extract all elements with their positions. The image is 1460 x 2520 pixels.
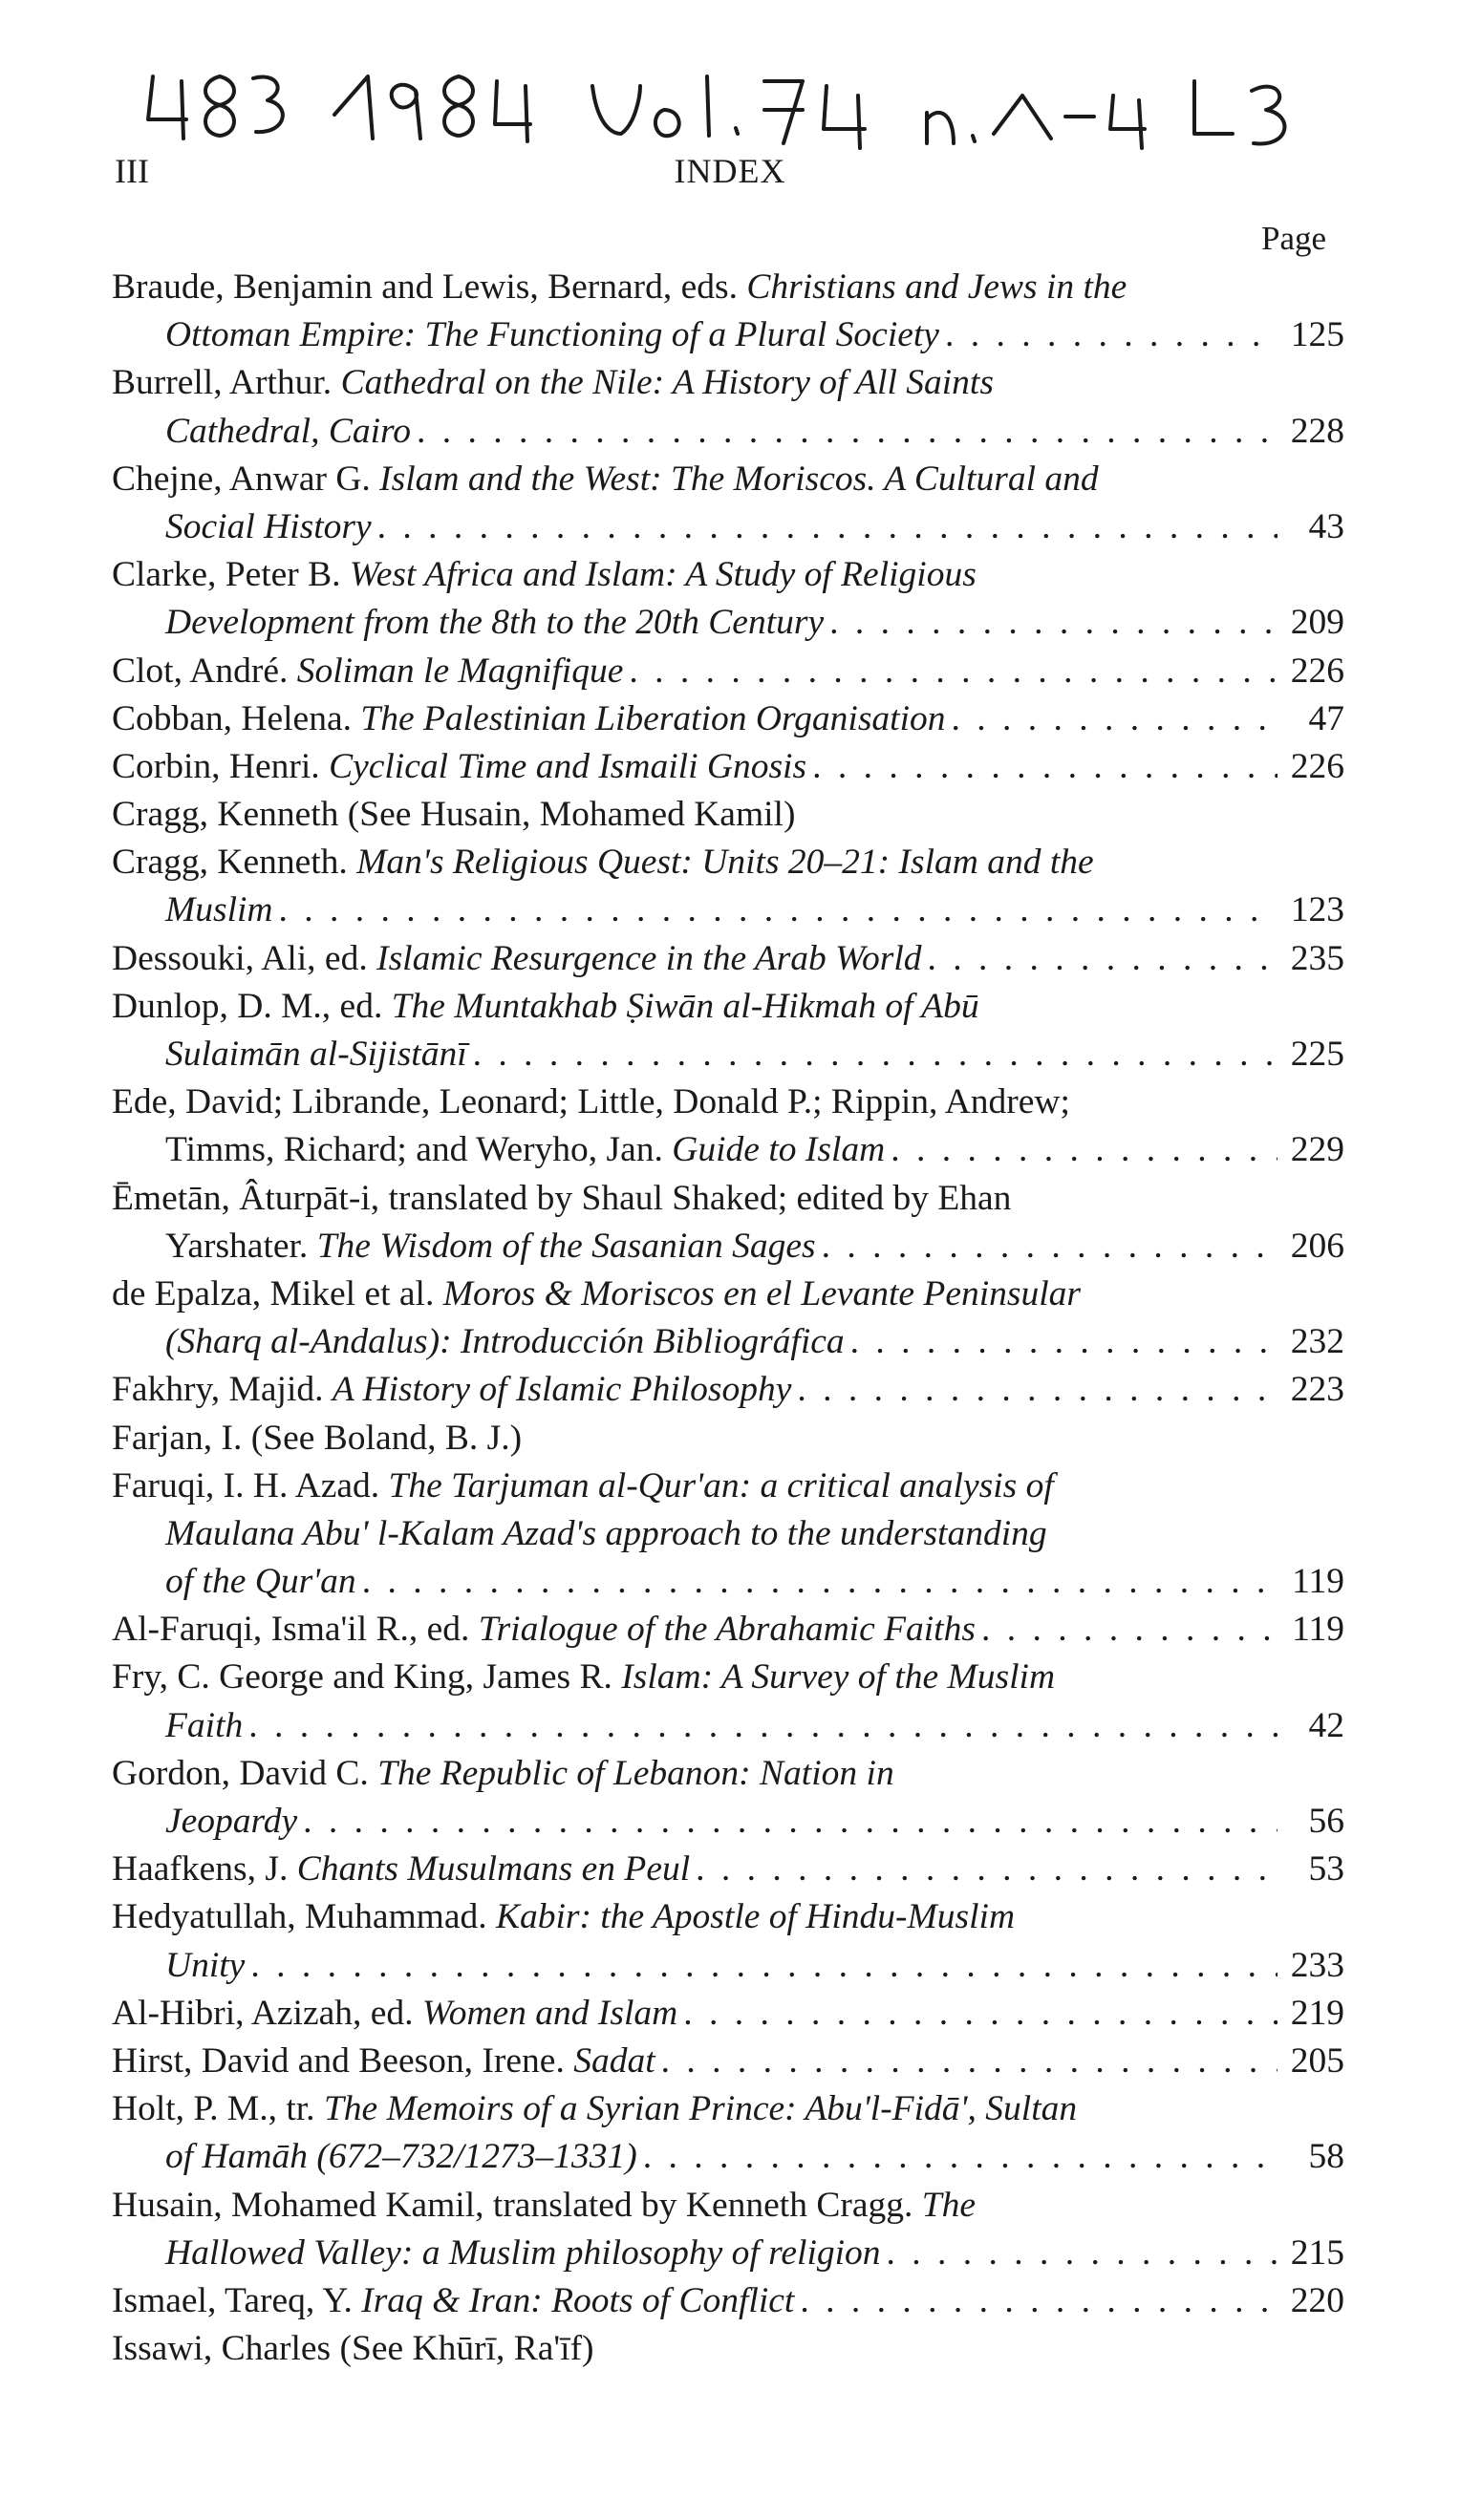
index-entry-line [112, 1366, 1344, 1414]
entry-author: Dessouki, Ali, ed. [112, 938, 377, 978]
entry-text [112, 264, 1127, 311]
entry-text [112, 2277, 794, 2325]
index-entry [112, 1654, 1344, 1749]
entry-page-number: 119 [1292, 1562, 1344, 1602]
index-entry [112, 264, 1344, 359]
index-entry-line [112, 2038, 1344, 2085]
entry-author: Braude, Benjamin and Lewis, Bernard, eds. [112, 267, 747, 307]
entry-text [112, 1990, 677, 2038]
entry-text [112, 1750, 894, 1798]
entry-title: The Tarjuman al-Qur'an: a critical analysis of [388, 1465, 1054, 1506]
index-entry-line [112, 1463, 1344, 1510]
index-entry-line [112, 311, 1344, 359]
index-entry [112, 2325, 1344, 2373]
entry-title: of Hamāh (672–732/1273–1331) [165, 2137, 637, 2177]
entry-text [112, 695, 946, 743]
entry-page-number: 42 [1308, 1705, 1344, 1745]
leader-dots [696, 1846, 1278, 1893]
entry-page-number: 205 [1290, 2040, 1344, 2081]
entry-title: Sulaimān al-Sijistānī [165, 1035, 467, 1074]
entry-author: Burrell, Arthur. [112, 363, 341, 403]
index-entry-line [112, 264, 1344, 311]
entry-text [112, 1893, 1015, 1941]
entry-page-number: 219 [1290, 1993, 1344, 2033]
entry-page-number: 232 [1290, 1322, 1344, 1362]
entry-author: Faruqi, I. H. Azad. [112, 1465, 389, 1506]
entry-author: Al-Faruqi, Isma'il R., ed. [112, 1610, 479, 1650]
page-column-label: Page [1261, 220, 1327, 257]
entry-text [165, 2133, 637, 2181]
leader-dots [800, 2277, 1278, 2325]
leader-dots [279, 886, 1278, 934]
entry-text [112, 359, 994, 407]
entry-author: Cragg, Kenneth (See Husain, Mohamed Kamil) [112, 795, 796, 835]
leader-dots [248, 1702, 1278, 1750]
index-entry-line [112, 839, 1344, 886]
entry-text [165, 408, 411, 456]
entry-page-number: 58 [1308, 2137, 1344, 2177]
index-entry-line [112, 1318, 1344, 1366]
index-entry-line [112, 1031, 1344, 1078]
entry-text [165, 503, 372, 551]
entry-text [112, 743, 806, 791]
entry-title: The Republic of Lebanon: Nation in [377, 1753, 894, 1793]
entry-author: Issawi, Charles (See Khūrī, Ra'īf) [112, 2329, 594, 2369]
section-number: III [115, 152, 149, 190]
leader-dots [661, 2038, 1278, 2085]
leader-dots [417, 408, 1278, 456]
entry-text [165, 886, 273, 934]
leader-dots [952, 695, 1278, 743]
entry-title: Cathedral on the Nile: A History of All Saints [340, 363, 994, 403]
entry-page-number: 215 [1290, 2232, 1344, 2273]
entry-page-number: 220 [1290, 2280, 1344, 2320]
index-entry-line [112, 1893, 1344, 1941]
entry-author: Timms, Richard; and Weryho, Jan. [165, 1130, 673, 1170]
index-entry-line [112, 1798, 1344, 1846]
entry-title: The Palestinian Liberation Organisation [360, 698, 946, 738]
index-entry [112, 839, 1344, 934]
entry-text [112, 839, 1094, 886]
leader-dots [822, 1223, 1278, 1271]
entry-title: West Africa and Islam: A Study of Religious [349, 555, 977, 595]
entry-title: (Sharq al-Andalus): Introducción Bibliográfica [165, 1322, 845, 1362]
entry-text [112, 1846, 690, 1893]
entry-text [112, 1271, 1081, 1318]
entry-title: Trialogue of the Abrahamic Faiths [478, 1610, 976, 1650]
index-entry-line [112, 1654, 1344, 1701]
entry-title: The [921, 2185, 976, 2225]
index-entry [112, 648, 1344, 695]
entry-author: Ismael, Tareq, Y. [112, 2280, 362, 2320]
leader-dots [812, 743, 1278, 791]
entry-title: Cathedral, Cairo [165, 411, 411, 451]
index-entry-line [112, 408, 1344, 456]
entry-title: Christians and Jews in the [746, 267, 1127, 307]
leader-dots [797, 1366, 1278, 1414]
index-entry-line [112, 648, 1344, 695]
entry-title: Hallowed Valley: a Muslim philosophy of religion [165, 2232, 881, 2273]
leader-dots [829, 599, 1278, 647]
index-entry-line [112, 359, 1344, 407]
entry-page-number: 47 [1308, 698, 1344, 738]
index-entry-line [112, 1510, 1344, 1558]
entry-author: de Epalza, Mikel et al. [112, 1273, 443, 1313]
entry-text [112, 1463, 1054, 1510]
entry-author: Yarshater. [165, 1226, 317, 1266]
entry-title: Ottoman Empire: The Functioning of a Plural Society [165, 315, 939, 355]
entry-page-number: 233 [1290, 1945, 1344, 1985]
index-entry [112, 1463, 1344, 1607]
leader-dots [643, 2133, 1278, 2181]
entry-page-number: 225 [1290, 1035, 1344, 1074]
index-entry [112, 695, 1344, 743]
entry-text [112, 648, 623, 695]
index-entry [112, 791, 1344, 839]
entry-text [165, 1558, 356, 1606]
index-entry [112, 2182, 1344, 2277]
entry-author: Dunlop, D. M., ed. [112, 986, 392, 1026]
entry-text [165, 1510, 1047, 1558]
entry-text [112, 456, 1099, 503]
entry-text [165, 1702, 243, 1750]
entry-title: Maulana Abu' l-Kalam Azad's approach to the understanding [165, 1513, 1047, 1553]
index-entry-line [112, 886, 1344, 934]
entry-author: Clot, André. [112, 651, 297, 691]
index-entry [112, 1366, 1344, 1414]
index-entry-line [112, 1558, 1344, 1606]
entry-title: Faith [165, 1705, 244, 1745]
leader-dots [891, 1126, 1278, 1174]
entry-title: Sadat [573, 2040, 655, 2081]
index-entry-line [112, 599, 1344, 647]
index-entry [112, 743, 1344, 791]
entry-text [112, 1366, 791, 1414]
leader-dots [850, 1318, 1278, 1366]
entry-author: Al-Hibri, Azizah, ed. [112, 1993, 422, 2033]
entry-author: Husain, Mohamed Kamil, translated by Kenneth Cragg. [112, 2185, 922, 2225]
index-entry [112, 1990, 1344, 2038]
entry-author: Holt, P. M., tr. [112, 2089, 324, 2129]
index-entry-line [112, 1223, 1344, 1271]
entry-page-number: 123 [1290, 890, 1344, 930]
index-entry-line [112, 2085, 1344, 2133]
index-entry [112, 1606, 1344, 1654]
leader-dots [362, 1558, 1278, 1606]
entry-text [165, 1126, 885, 1174]
entry-page-number: 235 [1290, 938, 1344, 978]
entry-page-number: 119 [1292, 1610, 1344, 1650]
index-entry [112, 359, 1344, 455]
entry-title: of the Qur'an [165, 1562, 356, 1602]
entry-title: The Muntakhab Ṣiwān al-Hikmah of Abū [391, 986, 979, 1026]
entry-title: Social History [165, 506, 372, 546]
entry-text [165, 1318, 845, 1366]
entry-page-number: 56 [1308, 1802, 1344, 1841]
leader-dots [928, 935, 1278, 983]
entry-title: The Memoirs of a Syrian Prince: Abu'l-Fidā', Sultan [323, 2089, 1078, 2129]
entry-title: Development from the 8th to the 20th Century [165, 603, 825, 643]
entry-author: Gordon, David C. [112, 1753, 378, 1793]
index-entry-line [112, 1702, 1344, 1750]
entry-text [112, 983, 979, 1031]
entry-author: Ēmetān, Âturpāt-i, translated by Shaul Shaked; edited by Ehan [112, 1178, 1012, 1218]
index-entry-line [112, 1271, 1344, 1318]
leader-dots [945, 311, 1278, 359]
entry-author: Haafkens, J. [112, 1849, 297, 1890]
leader-dots [303, 1798, 1278, 1846]
entry-text [165, 311, 939, 359]
leader-dots [629, 648, 1278, 695]
entry-page-number: 209 [1290, 603, 1344, 643]
leader-dots [473, 1031, 1278, 1078]
entry-page-number: 43 [1308, 506, 1344, 546]
handwritten-annotation-text [1357, 67, 1358, 68]
index-entry [112, 2085, 1344, 2181]
entry-text [112, 2182, 976, 2230]
entry-title: Women and Islam [421, 1993, 678, 2033]
entry-title: Islam: A Survey of the Muslim [621, 1657, 1056, 1698]
index-entry-line [112, 1750, 1344, 1798]
entry-text [165, 1223, 816, 1271]
entry-text [112, 2085, 1077, 2133]
index-entry-line [112, 983, 1344, 1031]
entry-title: Iraq & Iran: Roots of Conflict [361, 2280, 795, 2320]
entry-text [112, 1415, 522, 1463]
entry-page-number: 53 [1308, 1849, 1344, 1890]
entry-text [165, 1942, 245, 1990]
index-entry-line [112, 1415, 1344, 1463]
entry-title: Guide to Islam [672, 1130, 886, 1170]
entry-title: Jeopardy [165, 1802, 298, 1841]
index-entry [112, 456, 1344, 551]
entry-title: Unity [165, 1945, 246, 1985]
index-entry [112, 1271, 1344, 1366]
index-entry [112, 1175, 1344, 1271]
entry-text [165, 1031, 467, 1078]
entry-title: Islamic Resurgence in the Arab World [376, 938, 922, 978]
index-entry [112, 1750, 1344, 1846]
entry-author: Clarke, Peter B. [112, 555, 350, 595]
index-entry-line [112, 2133, 1344, 2181]
index-entry [112, 2277, 1344, 2325]
entry-title: Moros & Moriscos en el Levante Peninsular [442, 1273, 1082, 1313]
entry-text [112, 1078, 1070, 1126]
index-entry [112, 1415, 1344, 1463]
leader-dots [250, 1942, 1278, 1990]
index-entry-line [112, 935, 1344, 983]
index-entry-line [112, 1846, 1344, 1893]
index-entry-line [112, 695, 1344, 743]
entry-author: Fry, C. George and King, James R. [112, 1657, 622, 1698]
leader-dots [981, 1606, 1278, 1654]
entry-author: Cragg, Kenneth. [112, 843, 357, 883]
leader-dots [377, 503, 1278, 551]
index-entry [112, 1078, 1344, 1174]
index-entry-line [112, 2277, 1344, 2325]
index-entry-line [112, 1942, 1344, 1990]
entry-title: A History of Islamic Philosophy [332, 1370, 792, 1410]
entry-text [112, 791, 795, 839]
entry-title: The Wisdom of the Sasanian Sages [316, 1226, 816, 1266]
entry-text [112, 551, 977, 599]
entry-text [112, 2325, 594, 2373]
entry-text [165, 599, 824, 647]
page-title: INDEX [674, 152, 786, 190]
index-entry-line [112, 456, 1344, 503]
entry-text [112, 2038, 655, 2085]
entry-page-number: 226 [1290, 651, 1344, 691]
entry-author: Ede, David; Librande, Leonard; Little, Donald P.; Rippin, Andrew; [112, 1082, 1070, 1122]
leader-dots [683, 1990, 1278, 2038]
index-entry [112, 935, 1344, 983]
index-entry-line [112, 2182, 1344, 2230]
entry-text [112, 1654, 1055, 1701]
index-entry-line [112, 1078, 1344, 1126]
entry-text [165, 2230, 881, 2277]
index-entry-line [112, 2230, 1344, 2277]
entry-page-number: 229 [1290, 1130, 1344, 1170]
entry-title: Cyclical Time and Ismaili Gnosis [329, 746, 807, 786]
entry-text [112, 1606, 976, 1654]
leader-dots [887, 2230, 1278, 2277]
entry-title: Kabir: the Apostle of Hindu-Muslim [496, 1897, 1016, 1937]
index-entry [112, 1846, 1344, 1893]
entry-page-number: 228 [1290, 411, 1344, 451]
entry-author: Corbin, Henri. [112, 746, 330, 786]
entry-author: Cobban, Helena. [112, 698, 361, 738]
entry-text [112, 935, 922, 983]
entry-author: Chejne, Anwar G. [112, 459, 380, 499]
index-entry-line [112, 1126, 1344, 1174]
index-entry-line [112, 503, 1344, 551]
entry-page-number: 223 [1290, 1370, 1344, 1410]
index-entry [112, 1893, 1344, 1989]
entry-title: Islam and the West: The Moriscos. A Cultural and [379, 459, 1099, 499]
index-entries [112, 264, 1344, 2373]
entry-text [165, 1798, 297, 1846]
index-entry-line [112, 1990, 1344, 2038]
index-entry-line [112, 1175, 1344, 1223]
entry-title: Chants Musulmans en Peul [296, 1849, 691, 1890]
entry-author: Hedyatullah, Muhammad. [112, 1897, 496, 1937]
entry-page-number: 226 [1290, 746, 1344, 786]
entry-title: Soliman le Magnifique [296, 651, 624, 691]
index-entry-line [112, 791, 1344, 839]
index-entry [112, 983, 1344, 1078]
entry-page-number: 206 [1290, 1226, 1344, 1266]
index-entry-line [112, 551, 1344, 599]
entry-title: Man's Religious Quest: Units 20–21: Islam and the [356, 843, 1094, 883]
index-entry [112, 2038, 1344, 2085]
entry-author: Farjan, I. (See Boland, B. J.) [112, 1418, 523, 1458]
index-entry-line [112, 1606, 1344, 1654]
entry-title: Muslim [165, 890, 273, 930]
index-entry-line [112, 743, 1344, 791]
index-entry-line [112, 2325, 1344, 2373]
entry-author: Hirst, David and Beeson, Irene. [112, 2040, 574, 2081]
entry-page-number: 125 [1290, 315, 1344, 355]
entry-author: Fakhry, Majid. [112, 1370, 333, 1410]
entry-text [112, 1175, 1011, 1223]
index-entry [112, 551, 1344, 647]
